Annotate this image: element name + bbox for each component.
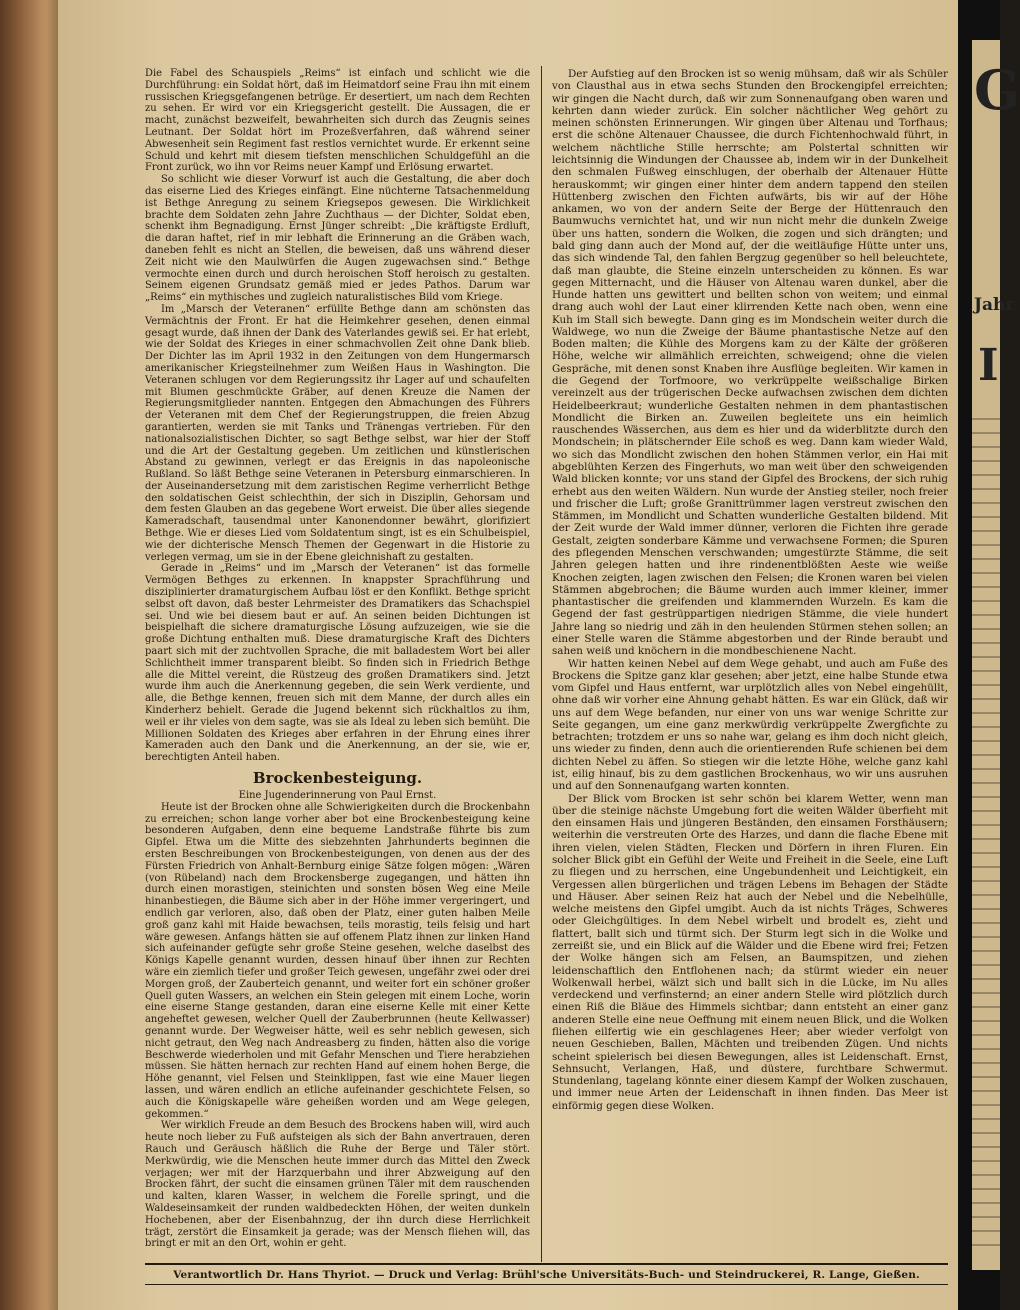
article-paragraph: Wer wirklich Freude an dem Besuch des Brockens haben will, wird auch heute noch lieber zu Fuß aufsteigen als sich der Bahn anvertrauen, deren Rauch und Geräusch häßlich die Ruhe der Berge und Täler stört. Merkwürdig, wie die Menschen heute immer durch das Mittel den Zweck verjagen; wer mit der Harzquerbahn und ihrer Abzweigung auf den Brocken fährt, der sucht die einsamen grünen Täler mit dem rauschenden und kalten, klaren Wasser, in welchem die Forelle springt, und die Waldeseinsamkeit der runden waldbedeckten Höhen, der weiten dunkeln Hochebenen, aber der Eisenbahnzug, der ihn durch diese Herrlichkeit trägt, zerstört die Einsamkeit ja gerade; was der Mensch fliehen will, das bringt er mit an den Ort, wohin er geht. xyxy=(145,1120,530,1250)
adjacent-page-text-lines xyxy=(972,410,1000,1250)
adjacent-page-initial: I xyxy=(978,340,999,391)
article-byline: Eine Jugenderinnerung von Paul Ernst. xyxy=(238,790,437,802)
article-paragraph: Die Fabel des Schauspiels „Reims“ ist einfach und schlicht wie die Durchführung: ein Soldat hört, daß im Heimatdorf seine Frau ihn mit einem russischen Kriegsgefangenen betrüge. Er desertiert, um nach dem Rechten zu sehen. Er wird vor ein Kriegsgericht gestellt. Die Aussagen, die er macht, zunächst bezweifelt, bewahrheiten sich durch das Zeugnis seines Leutnant. Der Soldat hört im Prozeßverfahren, daß während seiner Abwesenheit sein Regiment fast restlos vernichtet wurde. Er erkennt seine Schuld und kehrt mit diesem tiefsten menschlichen Schuldgefühl an die Front zurück, wo ihn vor Reims neuer Kampf und Erlösung erwartet. xyxy=(145,68,530,174)
article-paragraph: Gerade in „Reims“ und im „Marsch der Veteranen“ ist das formelle Vermögen Bethges zu erkennen. In knappster Sprachführung und disziplinierter dramaturgischem Aufbau löst er den Konflikt. Bethge spricht selbst oft davon, daß bester Lehrmeister des Dramatikers das Schachspiel sei. Und wie bei diesem baut er auf. An seinen beiden Dichtungen ist beispielhaft die sichere dramaturgische Lösung aufzuzeigen, wie sie die große Dichtung enthalten muß. Diese dramaturgische Kraft des Dichters paart sich mit der zuchtvollen Sprache, die mit balladestem Wort bei aller Schlichtheit immer transparent bleibt. So finden sich in Friedrich Bethge alle die Mittel vereint, die Rüstzeug des großen Dramatikers sind. Jetzt wurde ihm auch die Anerkennung gegeben, die sein Werk verdiente, und alle, die Bethge kennen, freuen sich mit dem Manne, der durch alles ein Kinderherz behielt. Gerade die Jugend bekennt sich rückhaltlos zu ihm, weil er ihr vieles von dem sagte, was sie als Ideal zu leben sich bemüht. Die Millionen Soldaten des Krieges aber erfahren in der Ehrung eines ihrer Kameraden auch den Dank und die Anerkennung, an der sie, wie er, berechtigten Anteil haben. xyxy=(145,563,530,764)
article-paragraph: Der Aufstieg auf den Brocken ist so wenig mühsam, daß wir als Schüler von Clausthal aus in etwa sechs Stunden den Brockengipfel erreichten; wir gingen die Nacht durch, daß wir zum Sonnenaufgang oben waren und kehrten dann wieder zurück. Ein solcher nächtlicher Weg gehört zu meinen schönsten Erinnerungen. Wir gingen über Altenau und Torfhaus; erst die schöne Altenauer Chaussee, die durch Fichtenhochwald führt, in welchem nächtliche Stille herrschte; am Polstertal schnitten wir leichtsinnig die Windungen der Chaussee ab, indem wir in der Dunkelheit den schmalen Fußweg einschlugen, der oberhalb der Altenauer Hütte herauskommt; wir gingen einer hinter dem andern tappend den steilen Hüttenberg zwischen den Fichten aufwärts, bis wir auf der Höhe ankamen, wo von der andern Seite der Berge der Hüttenrauch den Baumwuchs vernichtet hat, und wir nun nicht mehr die dunkeln Zweige über uns hatten, sondern die Wolken, die zogen und sich drängten; und bald ging dann auch der Mond auf, der die weitläufige Hütte unter uns, das sich windende Tal, den fahlen Bergzug gegenüber so hell beleuchtete, daß man glaubte, die Steine einzeln unterscheiden zu können. Es war gegen Mitternacht, und die Häuser von Altenau waren dunkel, aber die Hunde hatten uns gewittert und bellten schon von weitem; und einmal drang auch wohl der Laut einer klirrenden Kette nach oben, wenn eine Kuh im Stall sich bewegte. Dann ging es im Mondschein weiter durch die Waldwege, wo nun die Zweige der Bäume phantastische Netze auf den Boden malten; die Kühle des Morgens kam zu der Kälte der größeren Höhe, welche wir allmählich erreichten, schweigend; ohne die vielen Gespräche, mit denen sonst Knaben ihre Ausflüge begleiten. Wir kamen in die Gegend der Torfmoore, wo verkrüppelte weißschalige Birken vereinzelt aus der trügerischen Decke aufwachsen zwischen dem dichten Heidelbeerkraut; wunderliche Gestalten nehmen in dem phantastischen Mondlicht die Birken an. Zuweilen begleitete uns ein heimlich rauschendes Wässerchen, aus dem es hier und da widerblitzte durch den Mondschein; in plätschernder Eile schoß es weg. Dann kam wieder Wald, wo sich das Mondlicht zwischen den hohen Stämmen verlor, ein Hai mit abgeblühten Kerzen des Fingerhuts, wo man weit über den schweigenden Wald blicken konnte; vor uns stand der Gipfel des Brockens, der sich ruhig erhebt aus den weiten Wäldern. Nun wurde der Anstieg steiler, noch freier und frischer die Luft; große Granittrümmer lagen verstreut zwischen den Stämmen, im Mondlicht und Schatten wunderliche Gestalten bildend. Mit der Zeit wurde der Wald immer dünner, verloren die Fichten ihre gerade Gestalt, zeigten sonderbare Kämme und verwachsene Formen; die Spuren des pflegenden Menschen verschwanden; umgestürzte Stämme, die seit Jahren gelegen hatten und ihre rindenentblößten Aeste wie weiße Knochen zeigten, lagen zwischen den Felsen; die Kronen waren bei vielen Stämmen abgebrochen; die Bäume wurden auch immer kleiner, immer phantastischer die greifenden und klammernden Wurzeln. Es kam die Gegend der fast gestrüppartigen niedrigen Stämme, die viele hundert Jahre lang so niedrig und zäh in den heulenden Stürmen stehen sollen; an einer Stelle waren die Stämme abgestorben und der Rinde beraubt und sahen weiß und knöchern in die mondbeschienene Nacht. xyxy=(552,68,948,658)
adjacent-page-heading: Jahr xyxy=(974,295,1015,315)
right-column xyxy=(552,68,948,1112)
article-paragraph: Wir hatten keinen Nebel auf dem Wege gehabt, und auch am Fuße des Brockens die Spitze ganz klar gesehen; aber jetzt, eine halbe Stunde etwa vom Gipfel und Haus entfernt, war urplötzlich alles von Nebel eingehüllt, ohne daß wir vorher eine Ahnung gehabt hätten. Es war ein Glück, daß wir uns auf dem Wege befanden, nur einer von uns war wenige Schritte zur Seite gegangen, um eine ganz merkwürdig verkrüppelte Zwergfichte zu betrachten; trotzdem er uns so nahe war, gelang es ihm doch nicht gleich, uns wieder zu finden, denn auch die orientierenden Rufe schienen bei dem dichten Nebel zu äffen. So stiegen wir die letzte Höhe, welche ganz kahl ist, eilig hinauf, bis zu dem gastlichen Brockenhaus, wo wir uns ausruhen und auf den Sonnenaufgang warten konnten. xyxy=(552,657,948,793)
article-heading: Brockenbesteigung. xyxy=(252,769,423,788)
column-divider xyxy=(541,66,542,1262)
binding-shadow xyxy=(46,0,58,1310)
article-paragraph: Im „Marsch der Veteranen“ erfüllte Bethge dann am schönsten das Vermächtnis der Front. Er hat die Heimkehrer gesehen, denen einmal gesagt wurde, daß ihnen der Dank des Vaterlandes gewiß sei. Er hat erlebt, wie der Soldat des Krieges in einer schmachvollen Zeit ohne Dank blieb. Der Dichter las im April 1932 in den Zeitungen von dem Hungermarsch amerikanischer Kriegsteilnehmer zum Weißen Haus in Washington. Die Veteranen schlugen vor dem Regierungssitz ihr Lager auf und schaufelten mit Blumen geschmückte Gräber, auf denen Kreuze die Namen der Regierungsmitglieder nannten. Entgegen den Abmachungen des Führers der Veteranen mit dem Chef der Regierungstruppen, die freien Abzug garantierten, werden sie mit Tanks und Tränengas vertrieben. Für den nationalsozialistischen Dichter, so sagt Bethge selbst, war hier der Stoff und die Art der Gestaltung gegeben. Um zeitlichen und künstlerischen Abstand zu gewinnen, verlegt er das Ereignis in das napoleonische Rußland. So läßt Bethge seine Veteranen in Petersburg einmarschieren. In der Auseinandersetzung mit dem zaristischen Regime verherrlicht Bethge den soldatischen Geist schlechthin, der sich in Disziplin, Gehorsam und dem festen Glauben an das gegebene Wort erweist. Die über alles siegende Kameradschaft, tausendmal unter Kanonendonner bewährt, glorifiziert Bethge. Wie er dieses Lied vom Soldatentum singt, ist es ein Schulbeispiel, wie der dichterische Mensch Themen der Gegenwart in die Historie zu verlegen vermag, um sie in der Ebene gleichnishaft zu gestalten. xyxy=(145,303,530,563)
footer-rule xyxy=(145,1263,948,1265)
article-paragraph: Der Blick vom Brocken ist sehr schön bei klarem Wetter, wenn man über die steinige nächste Umgebung fort die weiten Wälder überfieht mit den einsamen Hais und jüngeren Beständen, den einsamen Forsthäusern; weiterhin die verstreuten Orte des Harzes, und dann die flache Ebene mit ihren vielen, vielen Städten, Flecken und Dörfern in ihren Fluren. Ein solcher Blick gibt ein Gefühl der Weite und Freiheit in die Seele, eine Luft zu fliegen und zu herrschen, eine Ungebundenheit und Leichtigkeit, ein Vergessen allen bürgerlichen und trägen Lebens im Behagen der Städte und Häuser. Aber seinen Reiz hat auch der Nebel und die Nebelhülle, welche meistens den Gipfel umgibt. Auch da ist nichts Träges, Schweres oder Gleichgültiges. In dem Nebel wirbelt und brodelt es, zieht und flattert, ballt sich und türmt sich. Der Sturm legt sich in die Wolke und zerreißt sie, und ein Blick auf die Wälder und die Ebene wird frei; Fetzen der Wolke hängen sich am Felsen, an Baumspitzen, und ziehen leidenschaftlich den Entflohenen nach; da stürmt wieder ein neuer Wolkenwall herbei, wälzt sich und ballt sich in die Lücke, im Nu alles verdeckend und verfinsternd; an einer andern Stelle wird plötzlich durch einen Riß die Bläue des Himmels sichtbar; dann entsteht an einer ganz anderen Stelle eine neue Oeffnung mit einem neuen Blick, und die Wolken fliehen eilfertig wie ein geschlagenes Heer; aber wieder verfolgt von neuen Geschieben, Ballen, Mächten und treibenden Zügen. Und nichts scheint spielerisch bei diesen Bewegungen, alles ist Leidenschaft. Ernst, Sehnsucht, Verlangen, Haß, und düstere, furchtbare Schwermut. Stundenlang, tagelang könnte einer diesem Kampf der Wolken zuschauen, und immer neue Arten der Leidenschaft in ihnen finden. Das Meer ist einförmig gegen diese Wolken. xyxy=(552,792,948,1112)
footer-rule xyxy=(145,1284,948,1285)
adjacent-page-masthead-letter: G xyxy=(974,58,1020,122)
adjacent-page-edge xyxy=(972,40,1020,1270)
left-column xyxy=(145,68,530,1250)
article-paragraph: Heute ist der Brocken ohne alle Schwierigkeiten durch die Brockenbahn zu erreichen; schon lange vorher aber bot eine Brockenbesteigung keine besonderen Aufgaben, denn eine bequeme Landstraße führte bis zum Gipfel. Etwa um die Mitte des siebzehnten Jahrhunderts beginnen die ersten Beschreibungen von Brockenbesteigungen, von denen aus der des Fürsten Friedrich von Anhalt-Bernburg einige Sätze folgen mögen: „Wären (von Rübeland) nach dem Brockensberge zugegangen, und hätten ihn durch einen morastigen, steinichten und sonsten bösen Weg eine Meile hinanbestiegen, die Bäume sich aber in der Höhe immer vergeringert, und endlich gar verloren, also, daß oben der Platz, einer guten halben Meile groß ganz kahl mit Haide bewachsen, teils morastig, teils felsig und hart wäre gewesen. Anfangs hätten sie auf offenem Platz ihnen zur linken Hand sich aufeinander gefügte sehr große Steine gesehen, welche daselbst des Königs Kapelle genannt wurden, dessen hinauf über ihnen zur Rechten wäre ein ziemlich tiefer und großer Teich gewesen, ungefähr zwei oder drei Morgen groß, der Zauberteich genannt, und weiter fort ein schöner großer Quell guten Wassers, an welchen ein Stein gelegen mit einem Loche, worin eine eiserne Stange gestanden, daran eine eiserne Kelle mit einer Kette angeheftet gewesen, welcher Quell der Zauberbrunnen (heute Kellwasser) genannt wurde. Der Wegweiser hätte, weil es sehr neblich gewesen, sich nicht getraut, den Weg nach Andreasberg zu finden, hätten also die vorige Beschwerde wiederholen und mit Gefahr Menschen und Tiere herabziehen müssen. Sie hätten hernach zur rechten Hand auf einem hohen Berge, die Höhe genannt, viel Felsen und Steinklippen, fast wie eine Mauer liegen lassen, und wären endlich an etliche aufeinander geschichtete Felsen, so auch die Königskapelle wäre geheißen worden und am Wege gelegen, gekommen.“ xyxy=(145,801,530,1120)
article-paragraph: So schlicht wie dieser Vorwurf ist auch die Gestaltung, die aber doch das eiserne Lied des Krieges einfängt. Eine nüchterne Tatsachenmeldung ist Bethge Anregung zu seinem Kriegsepos gewesen. Die Wirklichkeit brachte dem Soldaten zehn Jahre Zuchthaus — der Dichter, Soldat eben, schenkt ihm Begnadigung. Ernst Jünger schreibt: „Die kräftigste Erdluft, die daran haftet, rief in mir lebhaft die Erinnerung an die Gräben wach, daneben fehlt es nicht an Stellen, die beweisen, daß uns während dieser Zeit nicht wie den Maulwürfen die Augen zugewachsen sind.“ Bethge vermochte einen durch und durch heroischen Stoff heroisch zu gestalten. Seinem eigenen Grundsatz gemäß mied er jedes Pathos. Darum war „Reims“ ein mythisches und zugleich naturalistisches Bild vom Kriege. xyxy=(145,174,530,304)
imprint-line: Verantwortlich Dr. Hans Thyriot. — Druck und Verlag: Brühl'sche Universitäts-Buch- und Steindruckerei, R. Lange, Gießen. xyxy=(173,1269,920,1281)
